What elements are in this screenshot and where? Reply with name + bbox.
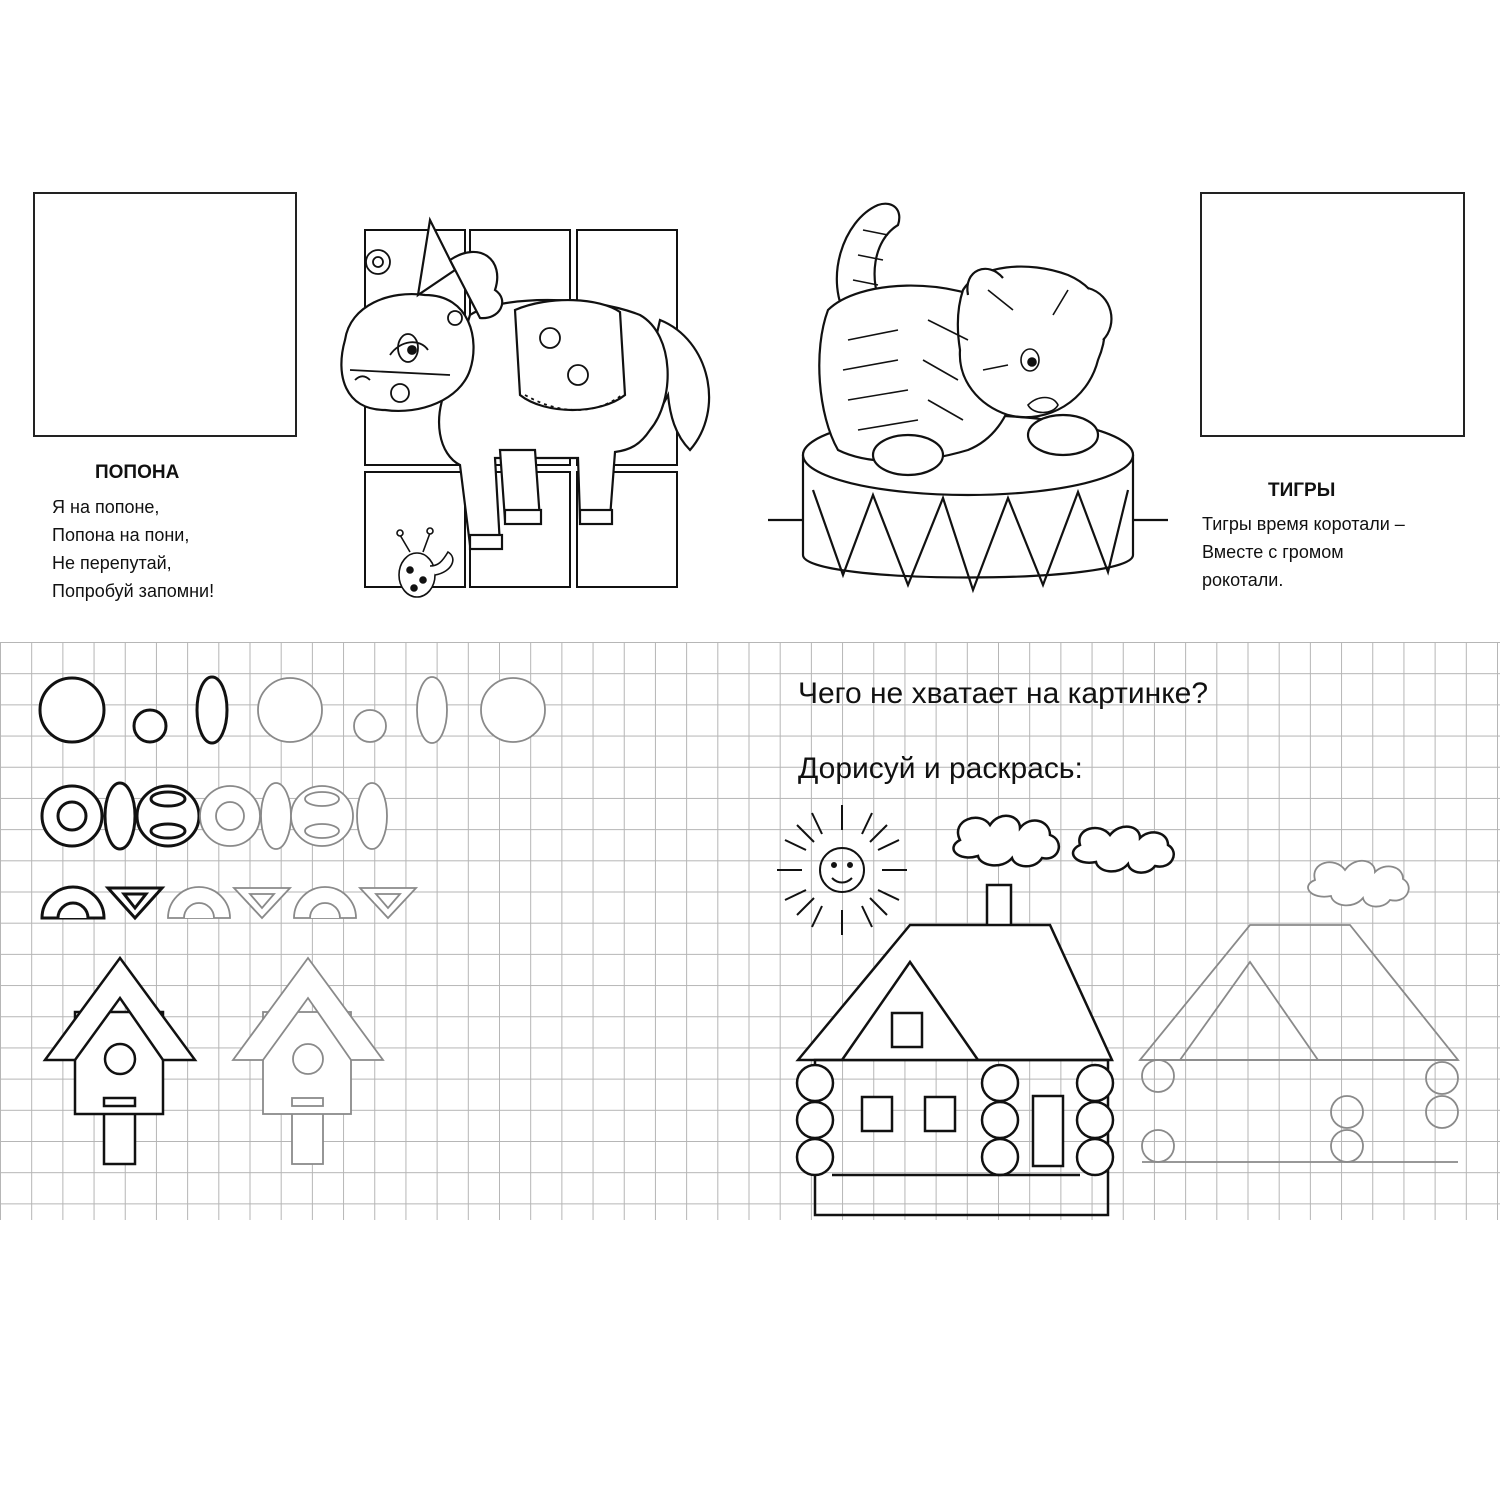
pony-poem-line: Попона на пони, <box>52 525 190 545</box>
sun-icon <box>820 848 864 892</box>
pony-answer-box[interactable] <box>33 192 297 437</box>
pony-poem-line: Попробуй запомни! <box>52 581 215 601</box>
tiger-poem-line: Вместе с громом <box>1202 542 1344 562</box>
pony-poem-line: Я на попоне, <box>52 497 160 517</box>
cloud-icon <box>1073 827 1174 873</box>
pony-illustration <box>330 200 720 620</box>
pony-poem <box>52 493 214 605</box>
pony-poem-title: ПОПОНА <box>95 462 180 483</box>
tiger-answer-box[interactable] <box>1200 192 1465 437</box>
tiger-poem <box>1202 510 1405 594</box>
task-instruction: Дорисуй и раскрась: <box>798 752 1083 785</box>
tiger-poem-line: рокотали. <box>1202 570 1284 590</box>
cloud-icon <box>953 816 1058 866</box>
tiger-illustration <box>768 200 1173 605</box>
tiger-poem-title: ТИГРЫ <box>1268 480 1336 501</box>
pony-poem-line: Не перепутай, <box>52 553 172 573</box>
pattern-exercises <box>0 642 740 1220</box>
task-question: Чего не хватает на картинке? <box>798 677 1209 710</box>
cloud-icon <box>1308 861 1409 907</box>
tiger-poem-line: Тигры время коротали – <box>1202 514 1405 534</box>
houses-scene <box>780 810 1480 1190</box>
